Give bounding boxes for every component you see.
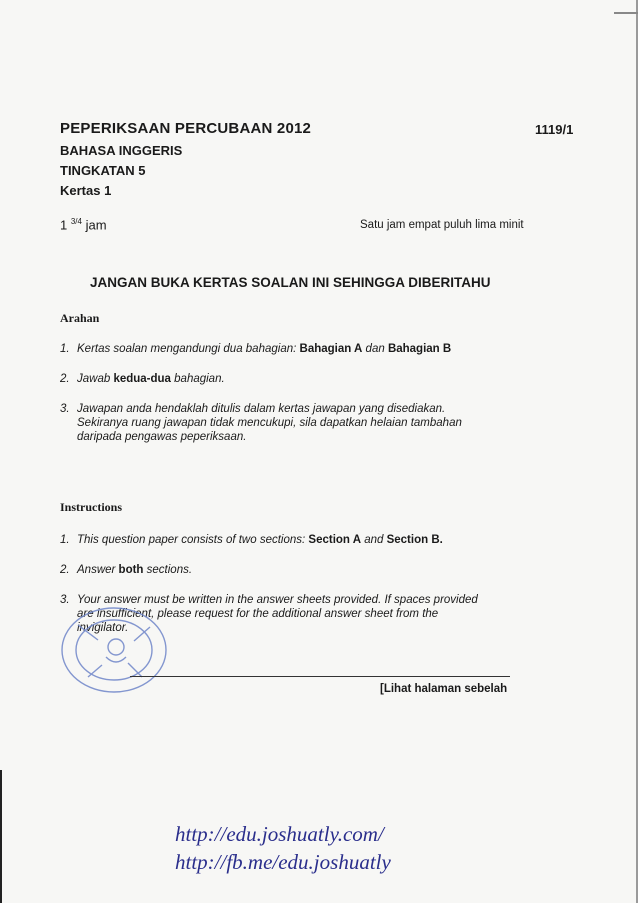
- scan-corner-mark: [614, 12, 638, 14]
- arahan-item-3-line-2: Sekiranya ruang jawapan tidak mencukupi, sila dapatkan helaian tambahan: [77, 417, 462, 429]
- item-bold: kedua-dua: [113, 373, 171, 385]
- item-text: Answer: [77, 564, 119, 576]
- item-bold: Bahagian B: [387, 343, 452, 355]
- facebook-link[interactable]: http://fb.me/edu.joshuatly: [175, 850, 391, 874]
- item-text: Your answer must be written in the answer sheets provided. If spaces provided: [77, 594, 478, 606]
- paper-code: 1119/1: [535, 122, 574, 137]
- item-number: 1.: [60, 343, 70, 355]
- scan-border-left: [0, 770, 2, 903]
- item-number: 3.: [60, 403, 70, 415]
- item-text: Jawapan anda hendaklah ditulis dalam kertas jawapan yang disediakan.: [77, 403, 446, 415]
- item-text: bahagian.: [170, 373, 225, 385]
- next-page-note: [Lihat halaman sebelah: [380, 683, 508, 695]
- item-text: sections.: [143, 564, 193, 576]
- item-text: This question paper consists of two sections:: [77, 534, 309, 546]
- duration-fraction: 3/4: [70, 217, 82, 226]
- item-text: Kertas soalan mengandungi dua bahagian:: [77, 343, 300, 355]
- arahan-item-3-line-3: daripada pengawas peperiksaan.: [77, 431, 247, 443]
- school-stamp-icon: [58, 605, 170, 695]
- form-level: TINGKATAN 5: [60, 163, 146, 178]
- paper-number: Kertas 1: [60, 183, 112, 198]
- item-text: dan: [362, 343, 388, 355]
- item-number: 2.: [60, 564, 70, 576]
- item-number: 3.: [60, 594, 70, 606]
- instruction-item-3-line-2: are insufficient, please request for the additional answer sheet from the: [77, 608, 439, 620]
- arahan-heading: Arahan: [60, 311, 100, 325]
- item-bold: Section B.: [386, 534, 443, 546]
- item-text: Jawab: [77, 373, 114, 385]
- website-link[interactable]: http://edu.joshuatly.com/: [175, 822, 384, 846]
- exam-title: PEPERIKSAAN PERCUBAAN 2012: [60, 120, 312, 137]
- do-not-open-warning: JANGAN BUKA KERTAS SOALAN INI SEHINGGA DIBERITAHU: [90, 275, 491, 290]
- duration-hours: 1: [60, 217, 68, 233]
- instruction-item-3-line-3: invigilator.: [77, 622, 129, 634]
- item-number: 2.: [60, 373, 70, 385]
- item-bold: Section A: [308, 534, 362, 546]
- item-text: and: [361, 534, 387, 546]
- duration-unit: jam: [85, 217, 107, 233]
- item-bold: both: [118, 564, 144, 576]
- instructions-heading: Instructions: [60, 500, 123, 514]
- duration: [60, 217, 107, 232]
- signature-line: [130, 676, 510, 677]
- duration-text: Satu jam empat puluh lima minit: [360, 219, 524, 231]
- item-bold: Bahagian A: [299, 343, 363, 355]
- item-number: 1.: [60, 534, 70, 546]
- subject-name: BAHASA INGGERIS: [60, 143, 183, 158]
